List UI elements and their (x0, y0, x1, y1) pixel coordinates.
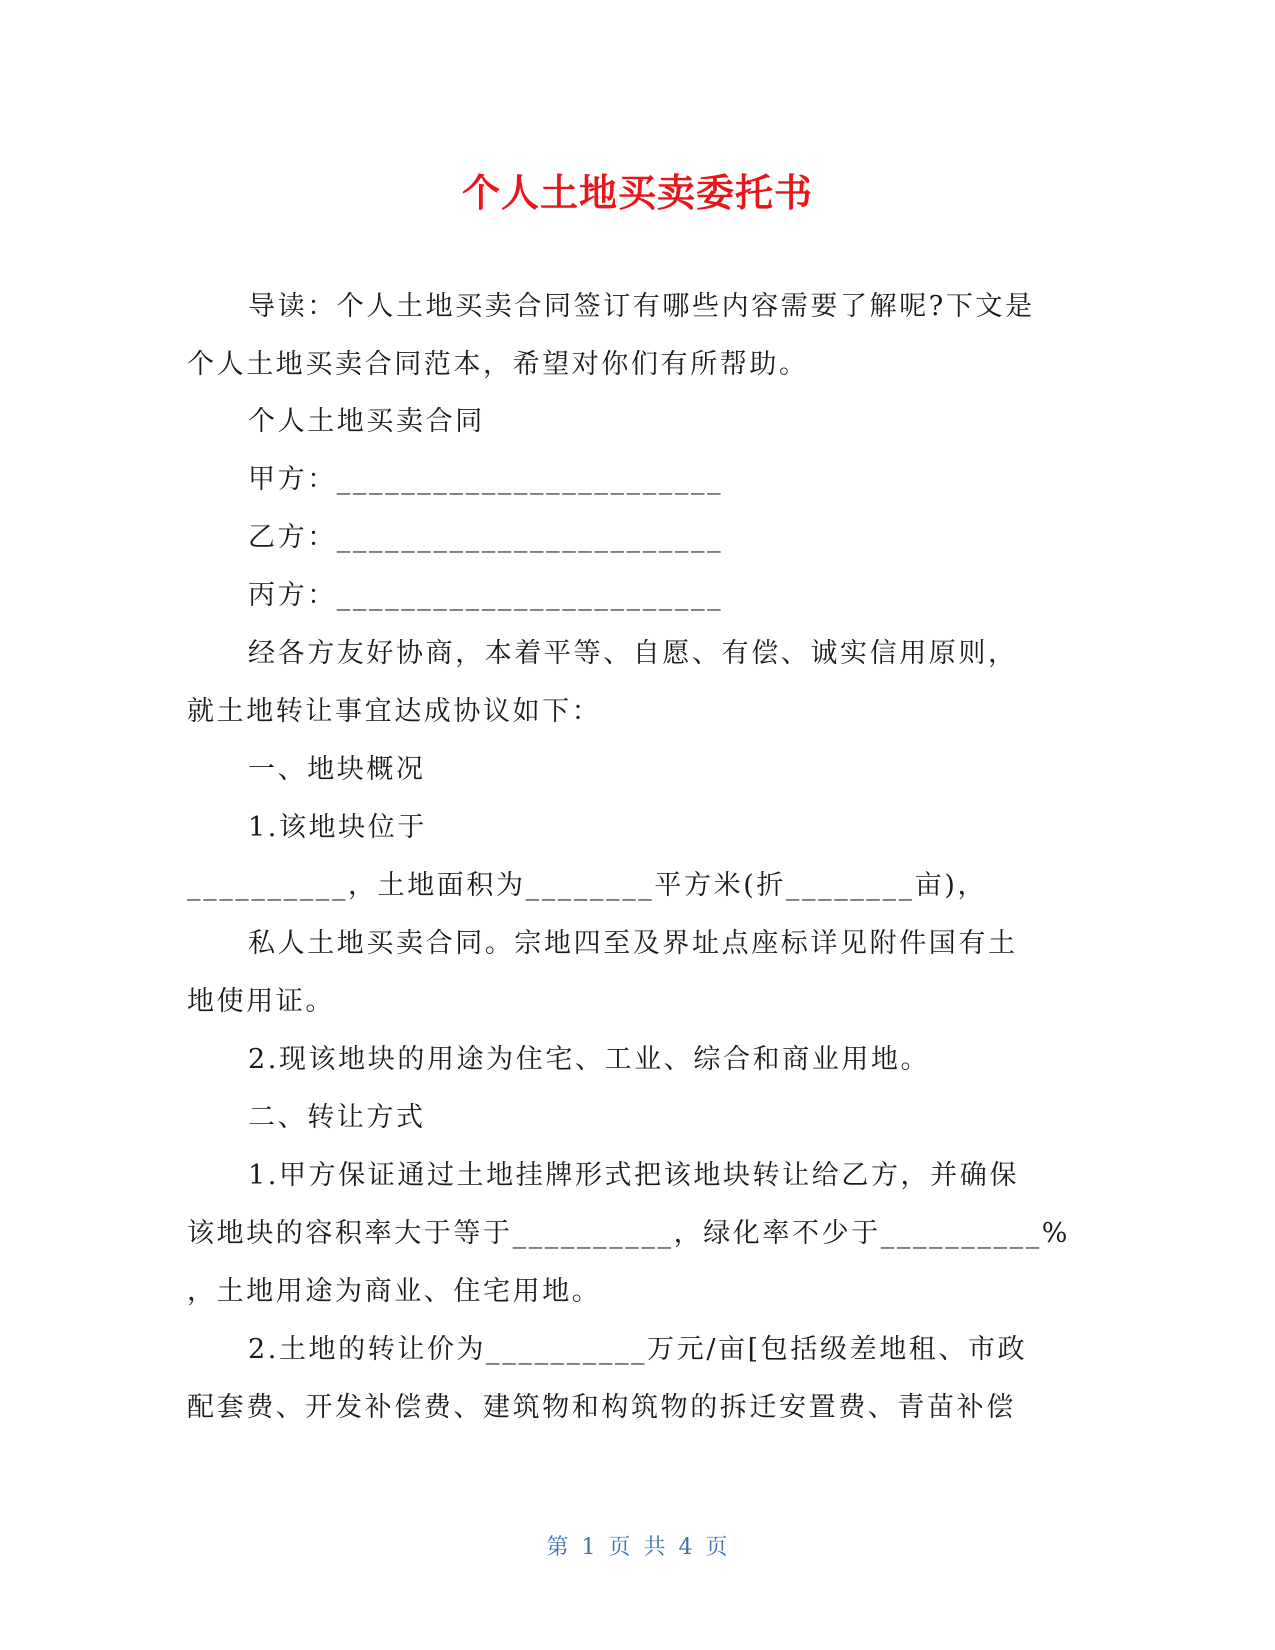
intro-line-1: 导读：个人土地买卖合同签订有哪些内容需要了解呢?下文是 (248, 291, 1035, 322)
clause-2-1-line-2: 该地块的容积率大于等于__________，绿化率不少于__________% (187, 1218, 1071, 1249)
clause-2-1-line-3: ，土地用途为商业、住宅用地。 (187, 1276, 602, 1307)
clause-2-2-line-2: 配套费、开发补偿费、建筑物和构筑物的拆迁安置费、青苗补偿 (187, 1392, 1016, 1423)
clause-1-1-line-1: 1.该地块位于 (248, 812, 427, 843)
party-c-line: 丙方：________________________ (248, 580, 724, 611)
clause-1-1-line-4: 地使用证。 (187, 986, 335, 1017)
clause-2-1-line-1: 1.甲方保证通过土地挂牌形式把该地块转让给乙方，并确保 (248, 1160, 1019, 1191)
current-page-number: 1 (581, 1535, 597, 1560)
total-label-suffix: 页 (705, 1535, 729, 1560)
clause-2-2-line-1: 2.土地的转让价为__________万元/亩[包括级差地租、市政 (248, 1334, 1028, 1365)
document-title: 个人土地买卖委托书 (461, 171, 813, 215)
party-a-line: 甲方：________________________ (248, 464, 724, 495)
intro-line-2: 个人土地买卖合同范本，希望对你们有所帮助。 (187, 349, 809, 380)
section-1-heading: 一、地块概况 (248, 754, 426, 785)
contract-heading: 个人土地买卖合同 (248, 406, 485, 437)
page-footer (0, 1530, 1275, 1561)
clause-1-1-line-2: __________，土地面积为________平方米(折________亩)， (187, 870, 988, 901)
clause-1-1-line-3: 私人土地买卖合同。宗地四至及界址点座标详见附件国有土 (248, 928, 1018, 959)
total-page-count: 4 (678, 1535, 694, 1560)
party-b-line: 乙方：________________________ (248, 522, 724, 553)
total-label-prefix: 共 (643, 1535, 667, 1560)
page-label-mid: 页 (608, 1535, 632, 1560)
page-label-prefix: 第 (546, 1535, 570, 1560)
preamble-line-1: 经各方友好协商，本着平等、自愿、有偿、诚实信用原则， (248, 638, 1018, 669)
section-2-heading: 二、转让方式 (248, 1102, 426, 1133)
preamble-line-2: 就土地转让事宜达成协议如下： (187, 696, 602, 727)
clause-1-2: 2.现该地块的用途为住宅、工业、综合和商业用地。 (248, 1044, 931, 1075)
